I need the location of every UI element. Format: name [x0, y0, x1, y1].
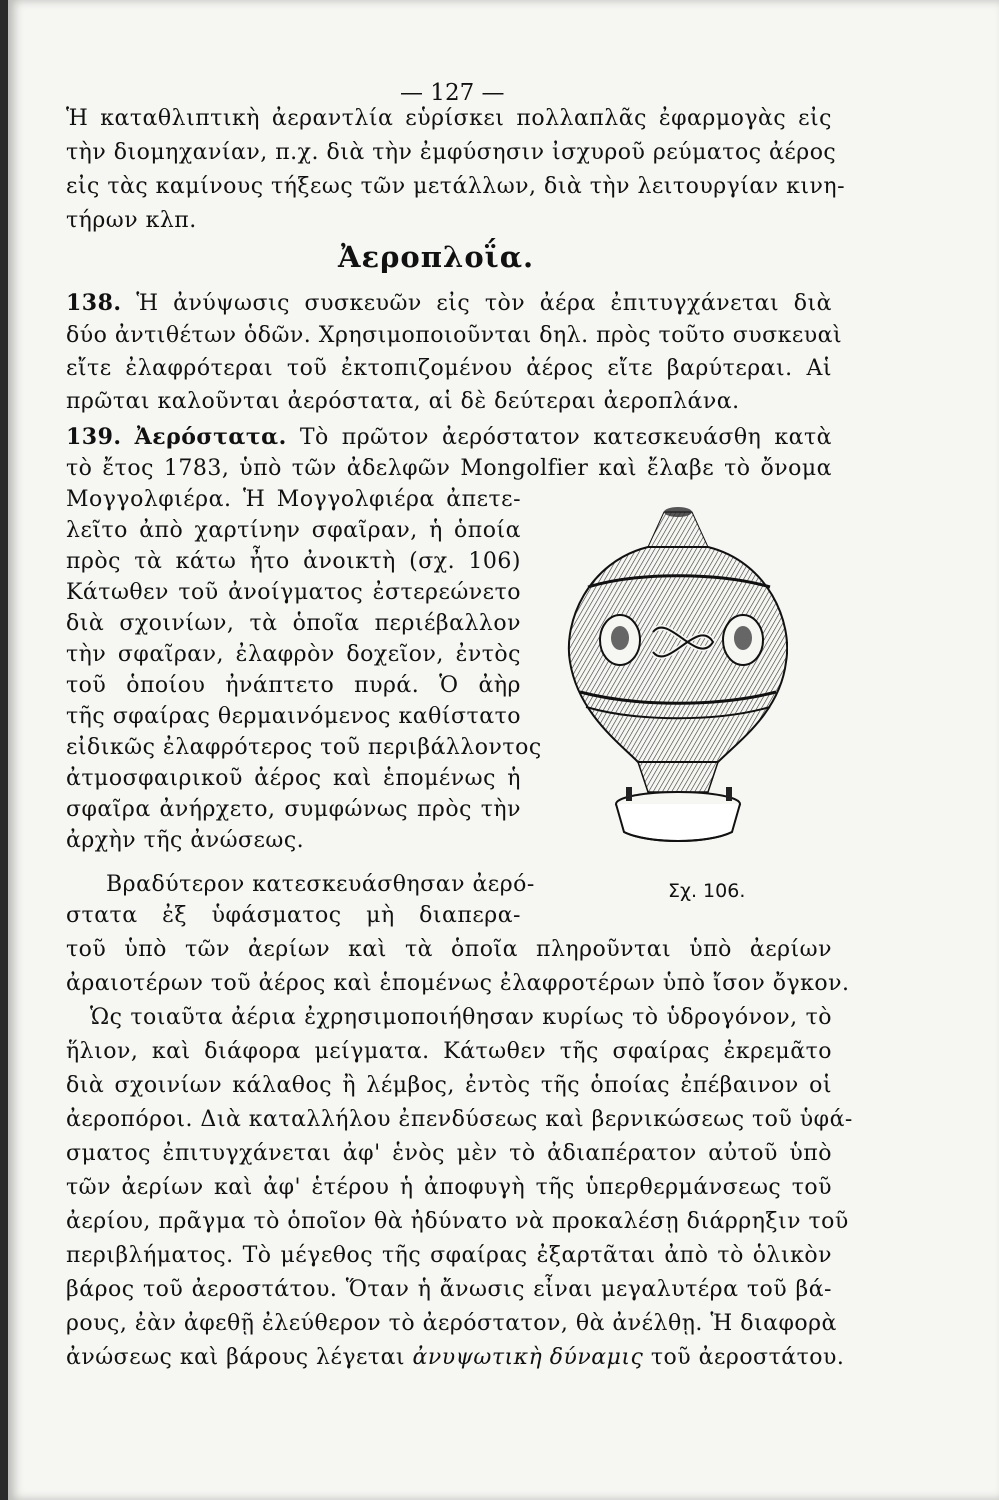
last-line-italic-term: ἀνυψωτικὴ δύναμις [412, 1345, 644, 1370]
narrow-line-6: τὴν σφαῖραν, ἐλαφρὸν δοχεῖον, ἐντὸς [66, 642, 521, 667]
para3-line-3: διὰ σχοινίων κάλαθος ἢ λέμβος, ἐντὸς τῆς ὁποίας ἐπέβαινον οἱ [66, 1073, 832, 1098]
section-139-line-1 [66, 424, 832, 450]
para3-line-7: ἀερίου, πρᾶγμα τὸ ὁποῖον θὰ ἠδύνατο νὰ προκαλέσῃ διάρρηξιν τοῦ [66, 1209, 849, 1234]
montgolfier-balloon-illustration [558, 492, 788, 847]
para3-line-5: σματος ἐπιτυγχάνεται ἀφ' ἑνὸς μὲν τὸ ἀδιαπέρατον αὐτοῦ ὑπὸ [66, 1141, 832, 1166]
book-page [8, 0, 999, 1500]
section-139-title: Ἀερόστατα. [134, 424, 287, 450]
para3-line-2: ἥλιον, καὶ διάφορα μείγματα. Κάτωθεν τῆς σφαίρας ἐκρεμᾶτο [66, 1039, 832, 1064]
section-139-number: 139. [66, 424, 122, 450]
section-heading: Ἀεροπλοΐα. [338, 240, 535, 274]
figure-caption: Σχ. 106. [668, 880, 746, 902]
narrow-line-2: λεῖτο ἀπὸ χαρτίνην σφαῖραν, ἡ ὁποία [66, 518, 521, 543]
narrow-line-4: Κάτωθεν τοῦ ἀνοίγματος ἐστερεώνετο [66, 580, 521, 605]
page-number: — 127 — [400, 80, 505, 106]
para3-line-10: ρους, ἐὰν ἀφεθῇ ἐλεύθερον τὸ ἀερόστατον, θὰ ἀνέλθῃ. Ἡ διαφορὰ [66, 1311, 837, 1336]
narrow-line-12: ἀρχὴν τῆς ἀνώσεως. [66, 828, 305, 853]
para2-narrow-line-1: Βραδύτερον κατεσκευάσθησαν ἀερό- [106, 872, 535, 897]
section-138-line-3: εἴτε ἐλαφρότεραι τοῦ ἐκτοπιζομένου ἀέρος εἴτε βαρύτεραι. Αἱ [66, 356, 832, 381]
narrow-line-8: τῆς σφαίρας θερμαινόμενος καθίστατο [66, 704, 521, 729]
narrow-line-9: εἰδικῶς ἐλαφρότερος τοῦ περιβάλλοντος [66, 735, 542, 760]
narrow-line-5: διὰ σχοινίων, τὰ ὁποῖα περιέβαλλον [66, 611, 521, 636]
last-line-end: τοῦ ἀεροστάτου. [650, 1345, 845, 1370]
para2-line-1: τοῦ ὑπὸ τῶν ἀερίων καὶ τὰ ὁποῖα πληροῦνται ὑπὸ ἀερίων [66, 937, 832, 962]
narrow-line-11: σφαῖρα ἀνήρχετο, συμφώνως πρὸς τὴν [66, 797, 521, 822]
narrow-line-3: πρὸς τὰ κάτω ἦτο ἀνοικτὴ (σχ. 106) [66, 549, 521, 574]
para3-line-1: Ὡς τοιαῦτα ἀέρια ἐχρησιμοποιήθησαν κυρίως τὸ ὑδρογόνον, τὸ [90, 1005, 832, 1030]
section-138-line-2: δύο ἀντιθέτων ὁδῶν. Χρησιμοποιοῦνται δηλ. πρὸς τοῦτο συσκευαὶ [66, 323, 843, 348]
narrow-line-10: ἀτμοσφαιρικοῦ ἀέρος καὶ ἑπομένως ἡ [66, 766, 521, 791]
last-line-start: ἀνώσεως καὶ βάρους λέγεται [66, 1345, 406, 1370]
para3-line-8: περιβλήματος. Τὸ μέγεθος τῆς σφαίρας ἐξαρτᾶται ἀπὸ τὸ ὁλικὸν [66, 1243, 832, 1268]
section-138-line-4: πρῶται καλοῦνται ἀερόστατα, αἱ δὲ δεύτεραι ἀεροπλάνα. [66, 389, 740, 414]
para3-line-11 [66, 1345, 845, 1370]
intro-line-2: τὴν διομηχανίαν, π.χ. διὰ τὴν ἐμφύσησιν ἰσχυροῦ ρεύματος ἀέρος [66, 140, 837, 165]
narrow-line-1: Μογγολφιέρα. Ἡ Μογγολφιέρα ἀπετε- [66, 487, 521, 512]
para3-line-9: βάρος τοῦ ἀεροστάτου. Ὅταν ἡ ἄνωσις εἶναι μεγαλυτέρα τοῦ βά- [66, 1277, 832, 1302]
section-139-first-line: Τὸ πρῶτον ἀερόστατον κατεσκευάσθη κατὰ [299, 425, 832, 450]
section-138-first-line: Ἡ ἀνύψωσις συσκευῶν εἰς τὸν ἀέρα ἐπιτυγχάνεται διὰ [136, 291, 832, 316]
section-138-number: 138. [66, 290, 122, 316]
intro-line-1: Ἡ καταθλιπτικὴ ἀεραντλία εὑρίσκει πολλαπλᾶς ἐφαρμογὰς εἰς [66, 106, 832, 131]
para2-narrow-line-2: στατα ἐξ ὑφάσματος μὴ διαπερα- [66, 903, 521, 928]
para3-line-6: τῶν ἀερίων καὶ ἀφ' ἑτέρου ἡ ἀποφυγὴ τῆς ὑπερθερμάνσεως τοῦ [66, 1175, 832, 1200]
intro-line-3: εἰς τὰς καμίνους τήξεως τῶν μετάλλων, διὰ τὴν λειτουργίαν κινη- [66, 174, 846, 199]
section-139-line-2: τὸ ἔτος 1783, ὑπὸ τῶν ἀδελφῶν Mongolfier καὶ ἔλαβε τὸ ὄνομα [66, 456, 832, 481]
section-138-line-1 [66, 290, 832, 316]
intro-line-4: τήρων κλπ. [66, 208, 197, 233]
para3-line-4: ἀεροπόροι. Διὰ καταλλήλου ἐπενδύσεως καὶ βερνικώσεως τοῦ ὑφά- [66, 1107, 853, 1132]
para2-line-2: ἀραιοτέρων τοῦ ἀέρος καὶ ἑπομένως ἐλαφροτέρων ὑπὸ ἴσον ὄγκον. [66, 971, 850, 996]
narrow-line-7: τοῦ ὁποίου ἠνάπτετο πυρά. Ὁ ἀὴρ [66, 673, 521, 698]
